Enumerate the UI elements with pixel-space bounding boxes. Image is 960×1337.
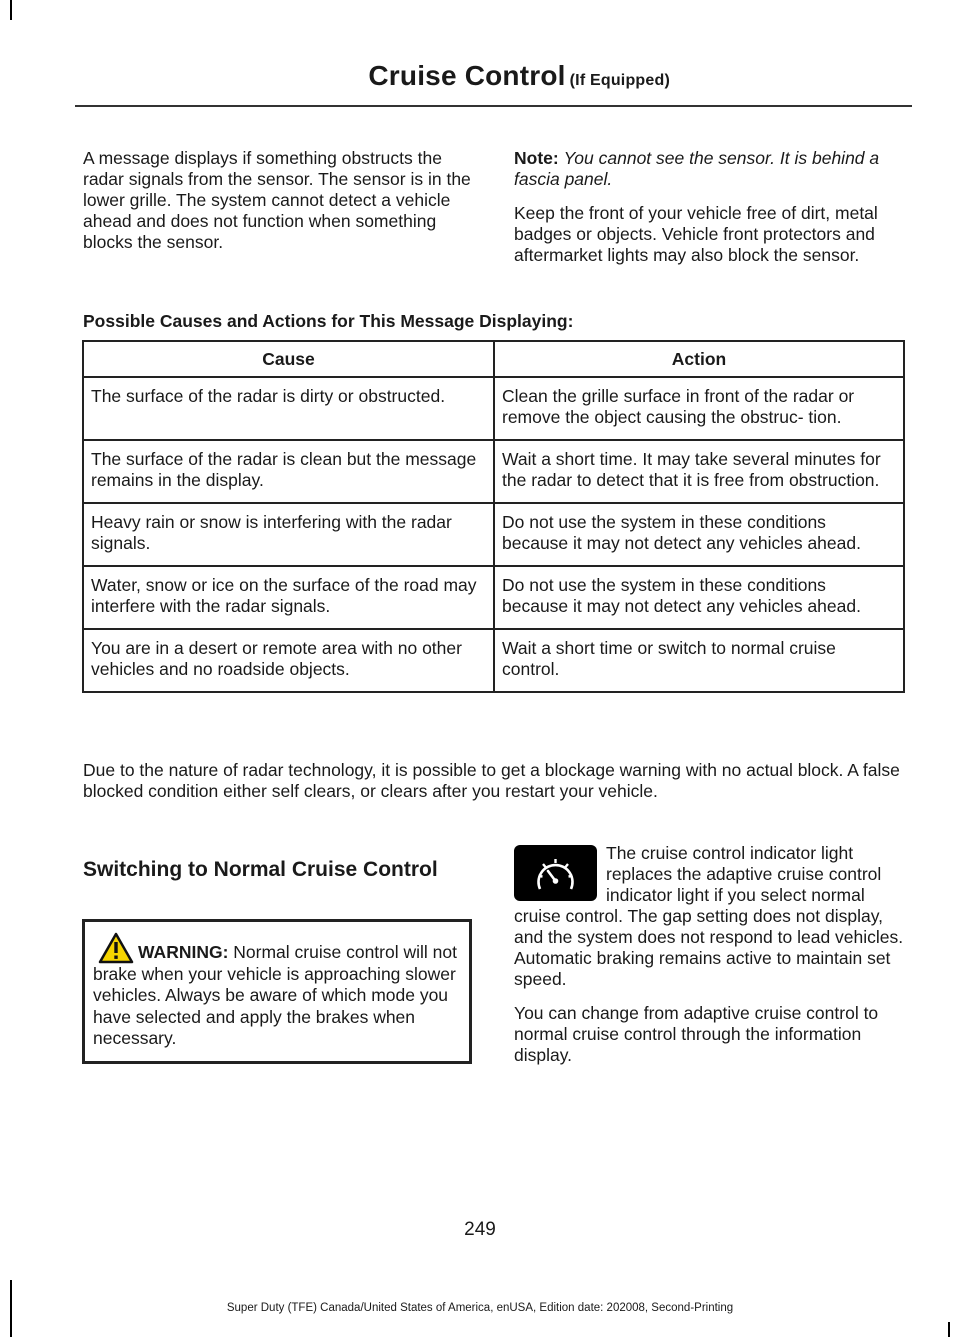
cause-cell: You are in a desert or remote area with no other vehicles and no roadside objects. bbox=[83, 629, 494, 692]
action-cell: Do not use the system in these conditions because it may not detect any vehicles ahead. bbox=[494, 566, 904, 629]
note-label: Note: bbox=[514, 148, 559, 168]
footer-text: Super Duty (TFE) Canada/United States of America, enUSA, Edition date: 202008, Second-Printing bbox=[226, 1302, 734, 1314]
table-row bbox=[83, 440, 904, 503]
warning-label: WARNING: bbox=[138, 942, 229, 962]
causes-table bbox=[82, 340, 905, 693]
action-cell: Wait a short time. It may take several minutes for the radar to detect that it is free from obstruction. bbox=[494, 440, 904, 503]
header-divider bbox=[75, 105, 912, 107]
action-cell: Clean the grille surface in front of the radar or remove the object causing the obstruc- tion. bbox=[494, 377, 904, 440]
switching-heading: Switching to Normal Cruise Control bbox=[83, 858, 438, 881]
cause-cell: Heavy rain or snow is interfering with the radar signals. bbox=[83, 503, 494, 566]
cause-cell: Water, snow or ice on the surface of the road may interfere with the radar signals. bbox=[83, 566, 494, 629]
causes-heading: Possible Causes and Actions for This Message Displaying: bbox=[83, 311, 574, 331]
crop-mark-bottom-right bbox=[948, 1322, 950, 1337]
action-cell: Wait a short time or switch to normal cruise control. bbox=[494, 629, 904, 692]
crop-mark-top-left bbox=[10, 0, 12, 20]
page-number: 249 bbox=[464, 1219, 496, 1240]
change-mode-paragraph: You can change from adaptive cruise control to normal cruise control through the information display. bbox=[514, 1003, 879, 1065]
chapter-subtitle: (If Equipped) bbox=[569, 72, 670, 89]
column-header-cause: Cause bbox=[83, 341, 494, 377]
column-header-action: Action bbox=[494, 341, 904, 377]
table-row bbox=[83, 503, 904, 566]
page-title bbox=[368, 60, 670, 92]
chapter-title: Cruise Control bbox=[368, 60, 566, 91]
blockage-paragraph: Due to the nature of radar technology, it is possible to get a blockage warning with no actual block. A false blocked condition either self clears, or clears after you restart your vehicle. bbox=[83, 760, 900, 801]
table-row bbox=[83, 377, 904, 440]
cause-cell: The surface of the radar is dirty or obstructed. bbox=[83, 377, 494, 440]
intro-left-column bbox=[83, 148, 478, 266]
table-row bbox=[83, 566, 904, 629]
sensor-paragraph: Keep the front of your vehicle free of dirt, metal badges or objects. Vehicle front protectors and aftermarket lights may also block the sensor. bbox=[514, 203, 878, 265]
cruise-indicator-column bbox=[514, 843, 906, 1079]
warning-text: Normal cruise control will not brake when your vehicle is approaching slower vehicles. Always be aware of which mode you have selected and apply the brakes when necessary. bbox=[93, 942, 457, 1048]
warning-box bbox=[82, 919, 472, 1064]
intro-paragraph: A message displays if something obstructs the radar signals from the sensor. The sensor is in the lower grille. The system cannot detect a vehicle ahead and does not function when something blocks the sensor. bbox=[83, 148, 471, 252]
intro-right-column bbox=[514, 148, 909, 279]
cruise-control-indicator-icon bbox=[514, 845, 597, 901]
indicator-paragraph: The cruise control indicator light replaces the adaptive cruise control indicator light if you select normal cruise control. The gap setting does not display, and the system does not respond to lead vehicles. Automatic braking remains active to maintain set speed. bbox=[514, 843, 904, 989]
warning-triangle-icon bbox=[98, 932, 134, 964]
action-cell: Do not use the system in these conditions because it may not detect any vehicles ahead. bbox=[494, 503, 904, 566]
note-paragraph bbox=[514, 148, 909, 190]
cause-cell: The surface of the radar is clean but the message remains in the display. bbox=[83, 440, 494, 503]
note-text: You cannot see the sensor. It is behind a fascia panel. bbox=[514, 148, 880, 189]
table-row bbox=[83, 629, 904, 692]
table-header-row bbox=[83, 341, 904, 377]
